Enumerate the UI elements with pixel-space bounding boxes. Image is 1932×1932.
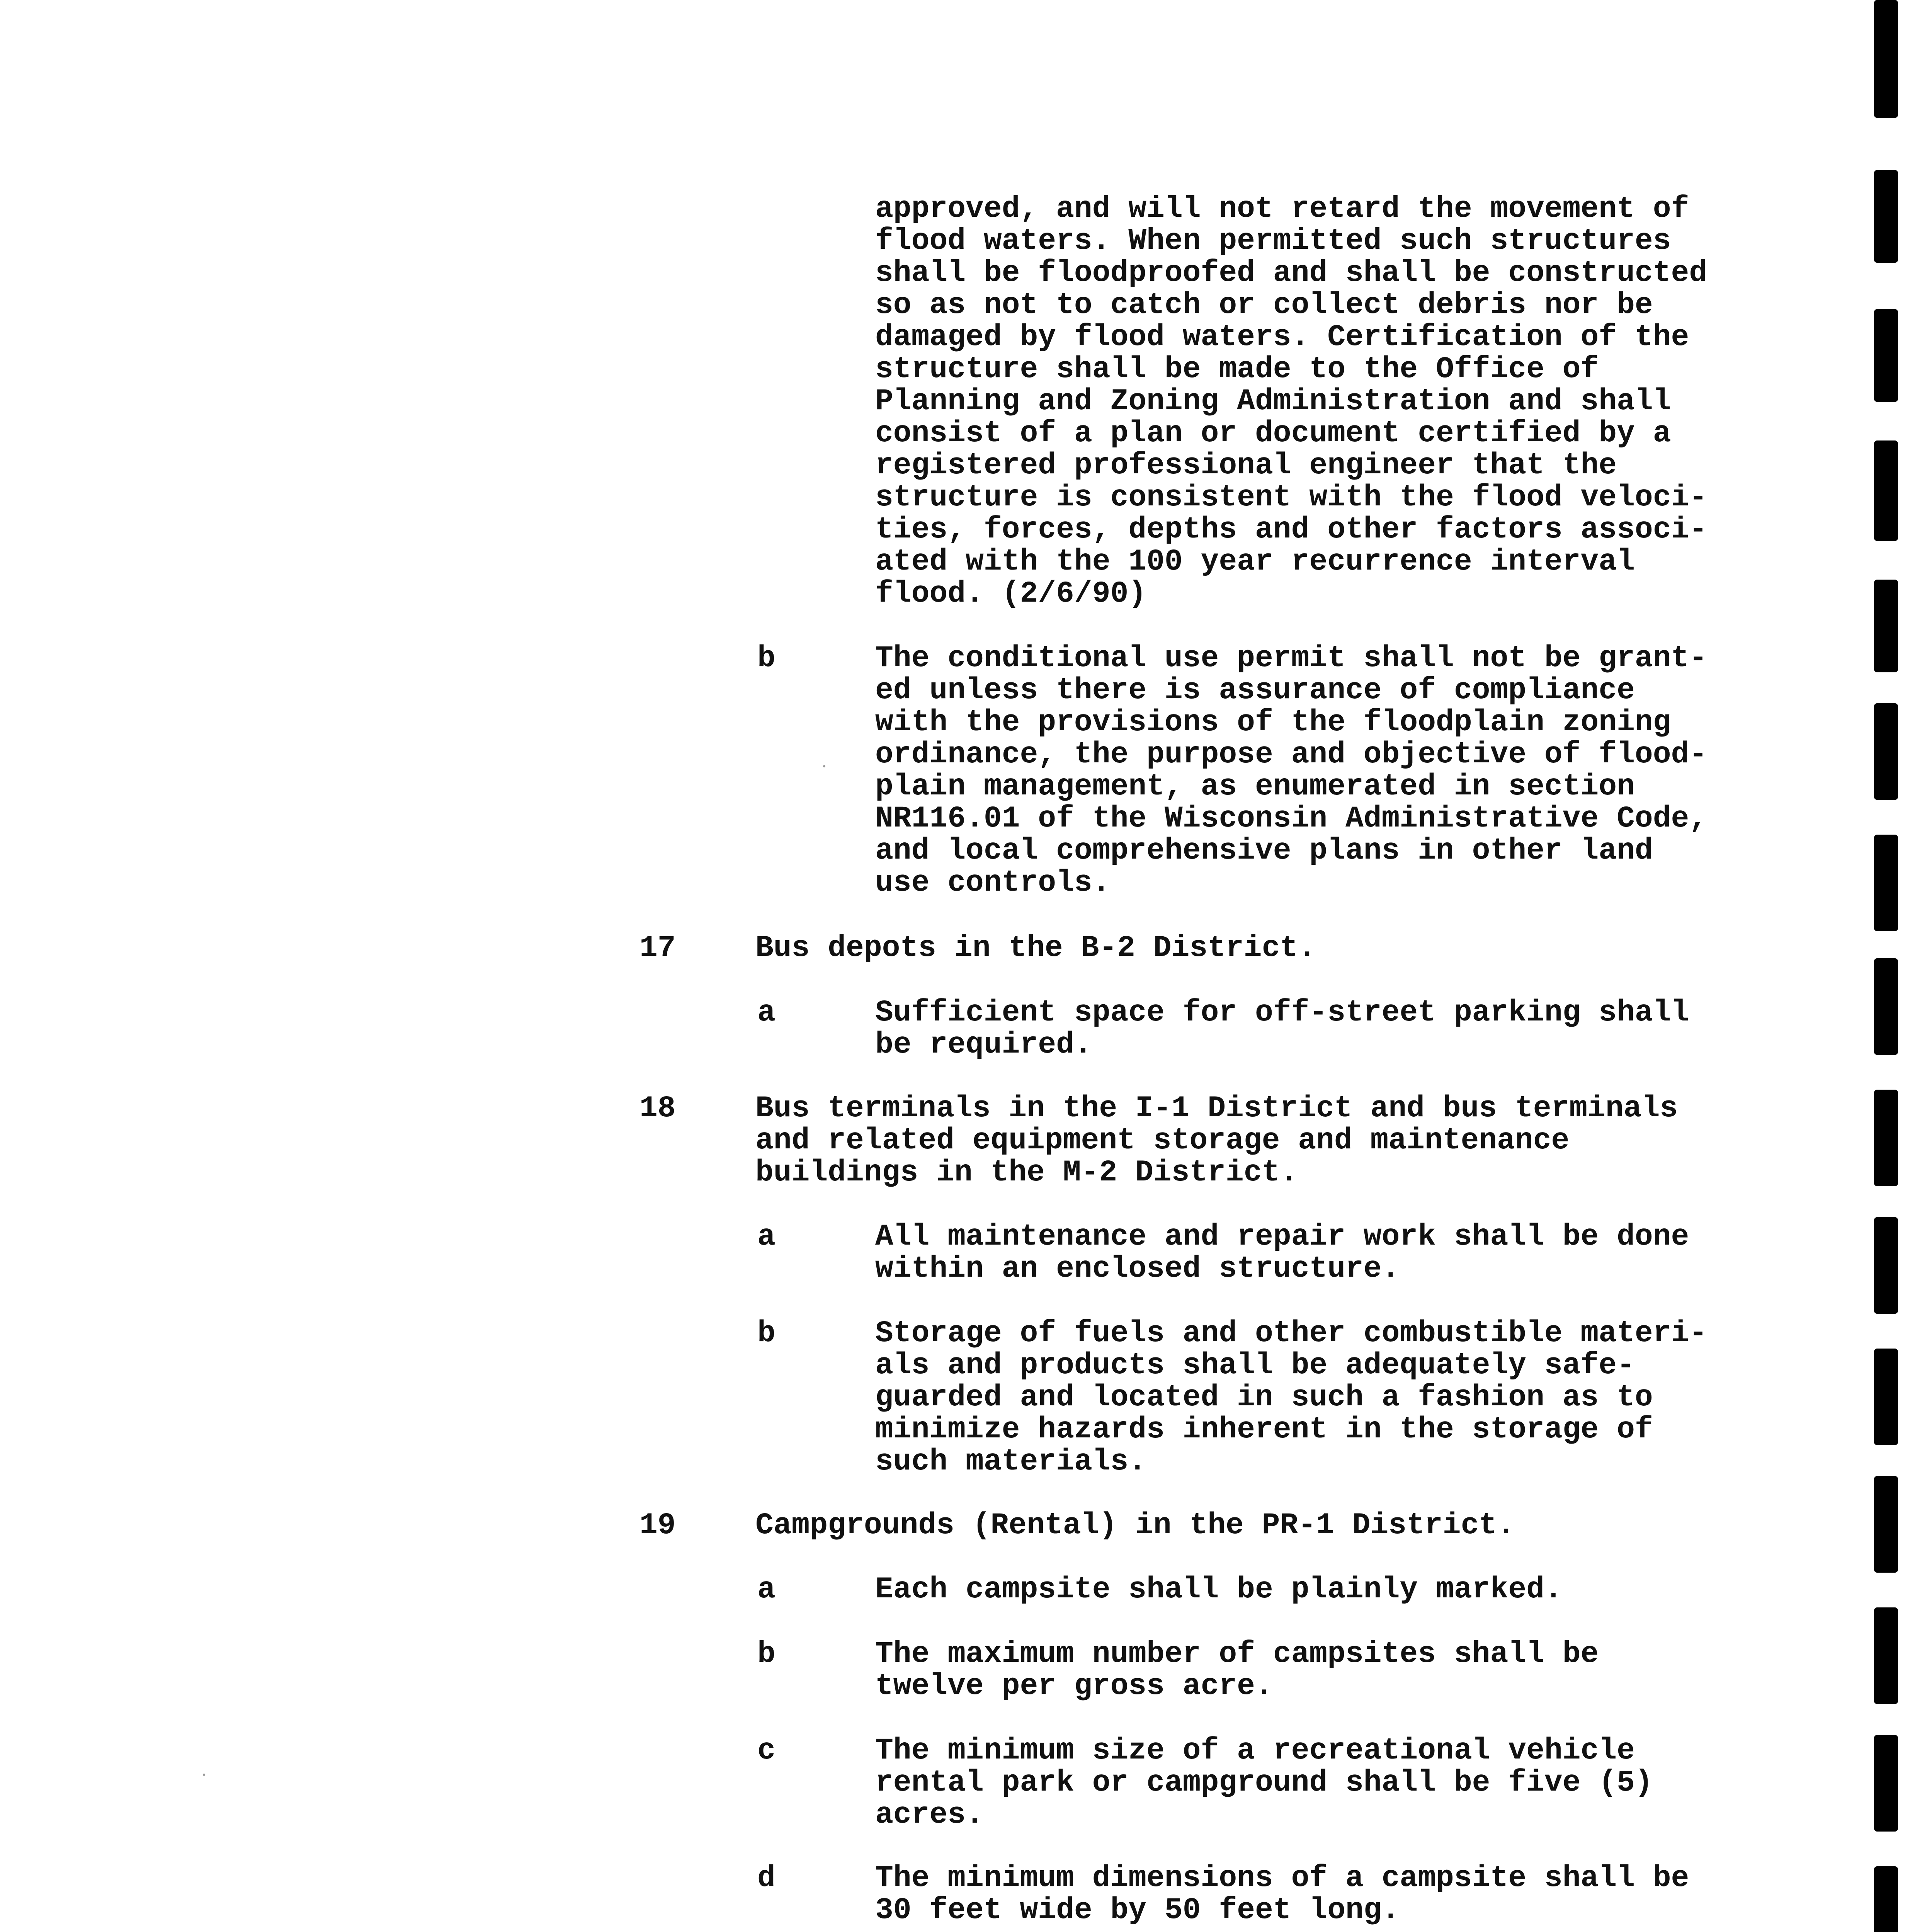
binding-bar [1874, 0, 1898, 118]
binding-marks [1874, 0, 1903, 1932]
paragraph-19a: Each campsite shall be plainly marked. [875, 1573, 1563, 1607]
item-number-19: 19 [639, 1509, 676, 1543]
paragraph-19c: The minimum size of a recreational vehicle rental park or campground shall be five (5) acres. [875, 1734, 1653, 1832]
item-18-heading: Bus terminals in the I-1 District and bus terminals and related equipment storage and maintenance buildings in the M-2 District. [755, 1092, 1678, 1190]
marker-16b: b [757, 641, 776, 675]
item-number-17: 17 [639, 931, 676, 965]
paragraph-19b: The maximum number of campsites shall be twelve per gross acre. [875, 1637, 1599, 1703]
paragraph-18b: Storage of fuels and other combustible materi- als and products shall be adequately safe- guarded and located in such a fashion as to minimize hazards inherent in the storage of such materials. [875, 1316, 1708, 1479]
binding-bar [1874, 1349, 1898, 1445]
binding-bar [1874, 580, 1898, 672]
binding-bar [1874, 440, 1898, 541]
marker-18a: a [757, 1220, 776, 1254]
binding-bar [1874, 958, 1898, 1055]
paragraph-16a-continued: approved, and will not retard the movement of flood waters. When permitted such structures shall be floodproofed and shall be constructed so as not to catch or collect debris nor be damaged by flood waters. Certification of the structure shall be made to the Office of Planning and Zoning Administration and shall consist of a plan or document certified by a registered professional engineer that the structure is consistent with the flood veloci- ties, forces, depths and other factors associ- ated with the 100 year recurrence interval flood. (2/6/90) [875, 192, 1708, 611]
paragraph-16b: The conditional use permit shall not be grant- ed unless there is assurance of compliance with the provisions of the floodplain zoning ordinance, the purpose and objective of flood- plain management, as enumerated in section NR116.01 of the Wisconsin Administrative Code, and local comprehensive plans in other land use controls. [875, 641, 1708, 900]
binding-bar [1874, 703, 1898, 800]
item-number-18: 18 [639, 1092, 676, 1126]
paragraph-18a: All maintenance and repair work shall be done within an enclosed structure. [875, 1220, 1689, 1286]
marker-19c: c [757, 1734, 776, 1768]
binding-bar [1874, 1607, 1898, 1704]
binding-bar [1874, 1217, 1898, 1314]
marker-17a: a [757, 996, 776, 1030]
binding-bar [1874, 1866, 1898, 1932]
binding-bar [1874, 1735, 1898, 1832]
marker-19d: d [757, 1861, 776, 1895]
scan-speck [203, 1774, 205, 1776]
binding-bar [1874, 309, 1898, 402]
marker-19a: a [757, 1573, 776, 1607]
scan-speck [823, 765, 825, 767]
item-19-heading: Campgrounds (Rental) in the PR-1 District. [755, 1509, 1515, 1543]
binding-bar [1874, 1090, 1898, 1186]
binding-bar [1874, 1476, 1898, 1573]
binding-bar [1874, 835, 1898, 931]
binding-bar [1874, 170, 1898, 263]
paragraph-19d: The minimum dimensions of a campsite shall be 30 feet wide by 50 feet long. [875, 1861, 1689, 1927]
marker-18b: b [757, 1316, 776, 1350]
marker-19b: b [757, 1637, 776, 1671]
item-17-heading: Bus depots in the B-2 District. [755, 931, 1316, 965]
paragraph-17a: Sufficient space for off-street parking shall be required. [875, 996, 1689, 1062]
